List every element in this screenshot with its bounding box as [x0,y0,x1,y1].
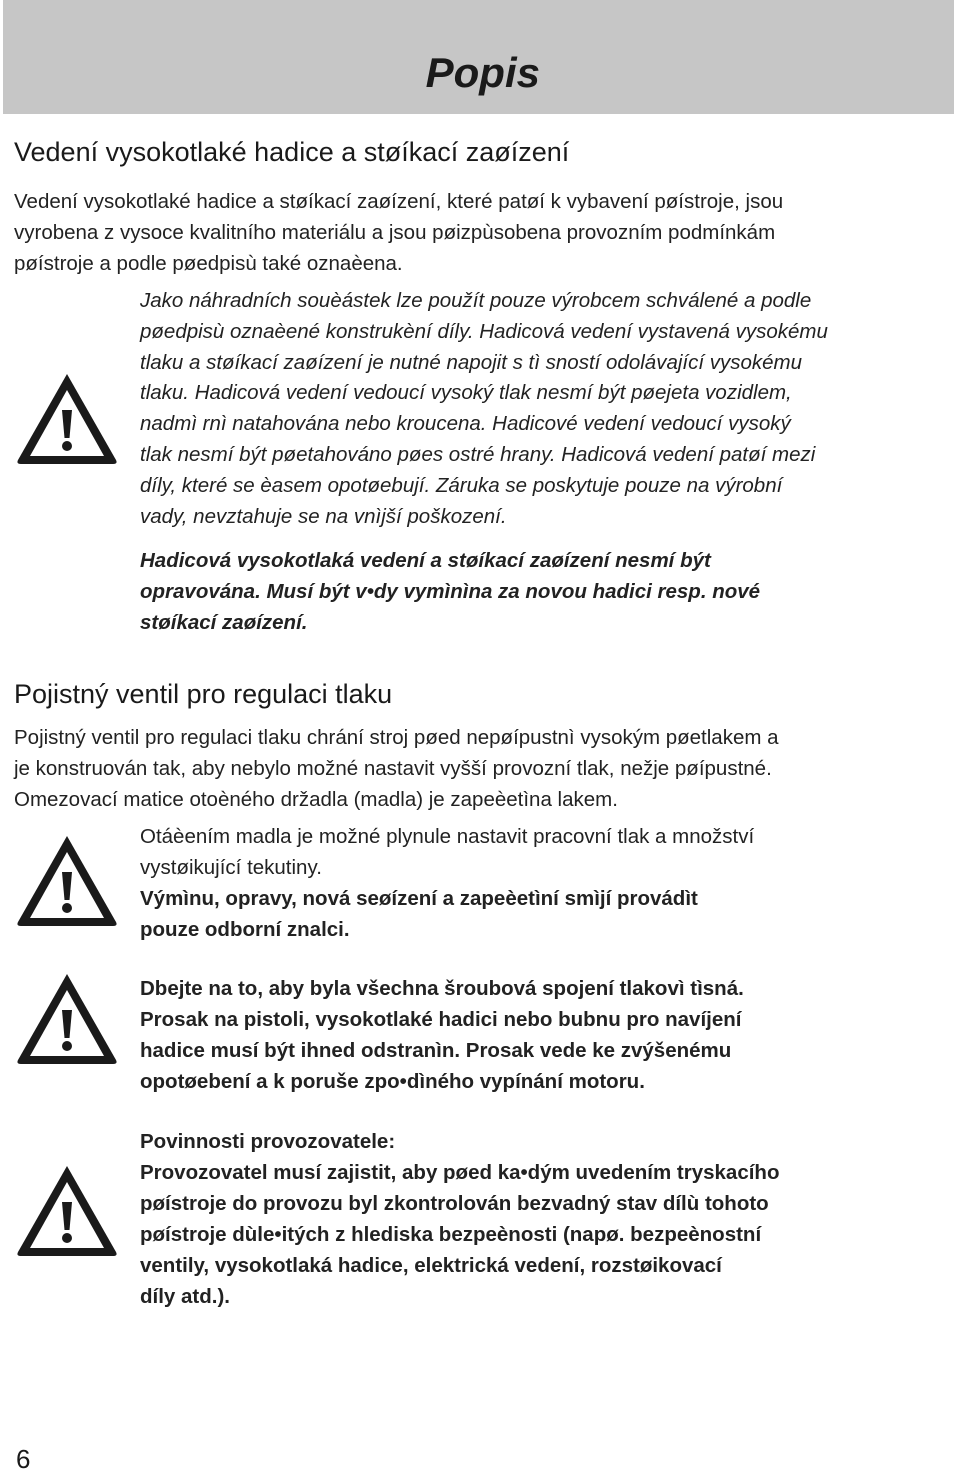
page-number: 6 [16,1444,31,1474]
header-bar [3,0,954,114]
text-line: tlaku. Hadicová vedení vedoucí vysoký tlak nesmí být pøejeta vozidlem, [140,381,792,405]
text-line: Otáèením madla je možné plynule nastavit pracovní tlak a množství [140,825,755,848]
text-line: vystøikující tekutiny. [140,856,322,879]
text-line: je konstruován tak, aby nebylo možné nastavit vyšší provozní tlak, nežje pøípustné. [14,757,772,780]
text-line: pøístroje do provozu byl zkontrolován bezvadný stav dílù tohoto [140,1192,769,1215]
text-line: Hadicová vysokotlaká vedení a støíkací zaøízení nesmí být [140,549,711,572]
text-line: díly, které se èasem opotøebují. Záruka se poskytuje pouze na výrobní [140,473,783,497]
text-line: pouze odborní znalci. [140,918,350,941]
text-line: Dbejte na to, aby byla všechna šroubová spojení tlakovì tìsná. [140,977,744,1000]
section2-warning2 [140,973,950,1097]
warning-triangle-icon [12,830,122,930]
warning-triangle-icon [12,968,122,1068]
text-line: Jako náhradních souèástek lze použít pouze výrobcem schválené a podle [140,289,812,312]
section1-intro [14,186,944,279]
text-line: ventily, vysokotlaká hadice, elektrická vedení, rozstøikovací [140,1254,722,1277]
text-line: opotøebení a k poruše zpo•dìného vypínání motoru. [140,1070,645,1093]
text-line: hadice musí být ihned odstranìn. Prosak vede ke zvýšenému [140,1039,732,1062]
page-title: Popis [425,49,540,96]
text-line: Provozovatel musí zajistit, aby pøed ka•dým uvedením tryskacího [140,1161,780,1184]
text-line: nadmì rnì natahována nebo kroucena. Hadicové vedení vedoucí vysoký [140,412,791,436]
text-line: støíkací zaøízení. [140,611,308,634]
text-line: Pojistný ventil pro regulaci tlaku chrání stroj pøed nepøípustnì vysokým pøetlakem a [14,726,779,749]
text-line: Povinnosti provozovatele: [140,1130,396,1153]
section1-warning-text [140,286,950,532]
section1-bold-note [140,545,950,638]
text-line: vady, nevztahuje se na vnìjší poškození. [140,504,507,528]
text-line: opravována. Musí být v•dy vymìnìna za novou hadici resp. nové [140,580,761,603]
text-line: tlak nesmí být pøetahováno pøes ostré hrany. Hadicová vedení patøí mezi [140,442,816,466]
section2-warning1 [140,821,950,945]
text-line: tlaku a støíkací zaøízení je nutné napojit s tì sností odolávající vysokému [140,350,803,374]
text-line: Vedení vysokotlaké hadice a støíkací zaøízení, které patøí k vybavení pøístroje, jsou [14,190,784,213]
text-line: vyrobena z vysoce kvalitního materiálu a jsou pøizpùsobena provozním podmínkám [14,221,776,244]
section-heading-valve: Pojistný ventil pro regulaci tlaku [14,679,393,709]
text-line: Prosak na pistoli, vysokotlaké hadici nebo bubnu pro navíjení [140,1008,742,1031]
text-line: Výmìnu, opravy, nová seøízení a zapeèetìní smìjí provádìt [140,887,698,910]
warning-triangle-icon [12,1160,122,1260]
section-heading-hoses: Vedení vysokotlaké hadice a støíkací zaøízení [14,137,570,167]
text-line: pøedpisù oznaèené konstrukèní díly. Hadicová vedení vystavená vysokému [140,319,828,343]
section2-warning3 [140,1126,950,1312]
text-line: pøístroje dùle•itých z hlediska bezpeènosti (napø. bezpeènostní [140,1223,762,1246]
text-line: díly atd.). [140,1285,230,1308]
warning-triangle-icon [12,368,122,468]
text-line: Omezovací matice otoèného držadla (madla) je zapeèetìna lakem. [14,788,618,811]
section2-intro [14,722,949,815]
text-line: pøístroje a podle pøedpisù také oznaèena. [14,252,403,275]
